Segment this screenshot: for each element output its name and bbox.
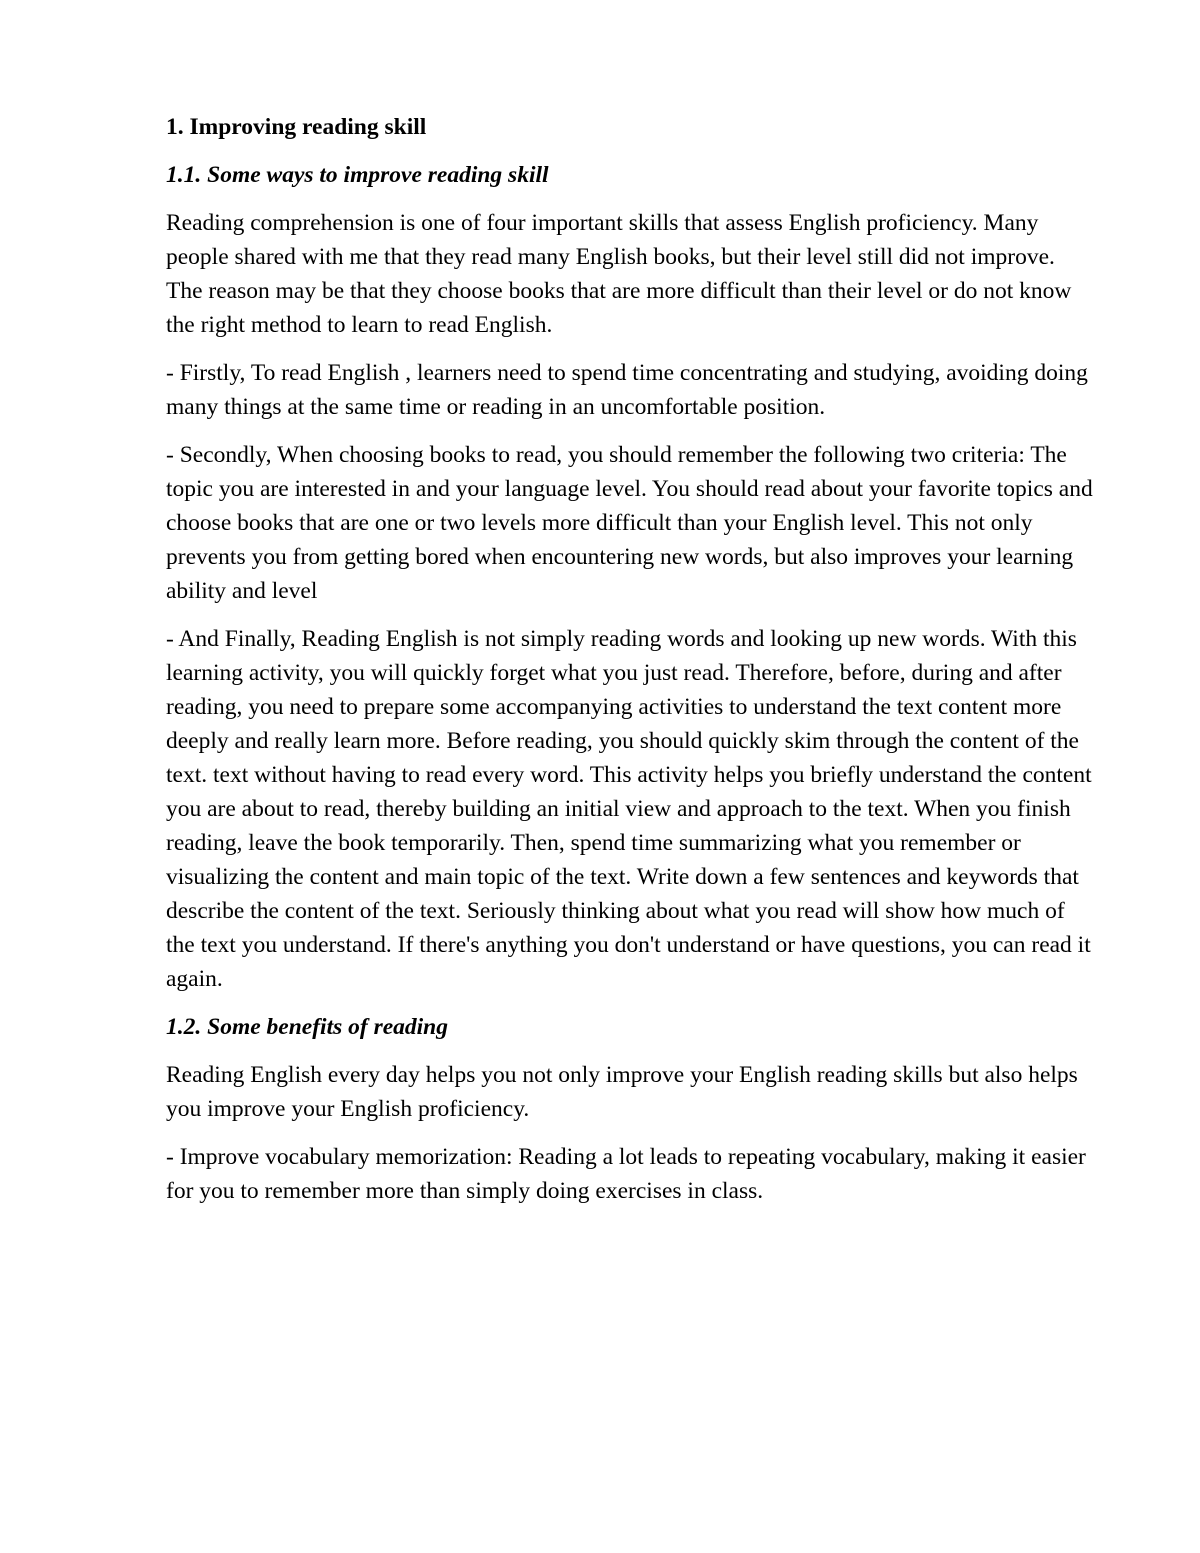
section-1-1-point-2: - Secondly, When choosing books to read, you should remember the following two criteria: The topic you are interested in and your language level. You should read about your favorite topics and choose books that are one or two levels more difficult than your English level. This not only prevents you from getting bored when encountering new words, but also improves your learning ability and level: [166, 442, 1093, 604]
section-1-1-point-1: - Firstly, To read English , learners need to spend time concentrating and studying, avoiding doing many things at the same time or reading in an uncomfortable position.: [166, 360, 1088, 420]
section-1-1-intro: Reading comprehension is one of four important skills that assess English proficiency. Many people shared with me that they read many English books, but their level still did not improve. The reason may be that they choose books that are more difficult than their level or do not know the right method to learn to read English.: [166, 210, 1072, 338]
section-1-1-heading: 1.1. Some ways to improve reading skill: [166, 162, 549, 188]
section-1-1-point-3: - And Finally, Reading English is not simply reading words and looking up new words. With this learning activity, you will quickly forget what you just read. Therefore, before, during and after reading, you need to prepare some accompanying activities to understand the text content more deeply and really learn more. Before reading, you should quickly skim through the content of the text. text without having to read every word. This activity helps you briefly understand the content you are about to read, thereby building an initial view and approach to the text. When you finish reading, leave the book temporarily. Then, spend time summarizing what you remember or visualizing the content and main topic of the text. Write down a few sentences and keywords that describe the content of the text. Seriously thinking about what you read will show how much of the text you understand. If there's anything you don't understand or have questions, you can read it again.: [166, 626, 1092, 992]
section-1-2-point-1: - Improve vocabulary memorization: Reading a lot leads to repeating vocabulary, making it easier for you to remember more than simply doing exercises in class.: [166, 1144, 1086, 1204]
main-heading: 1. Improving reading skill: [166, 114, 427, 140]
section-1-2-intro: Reading English every day helps you not only improve your English reading skills but also helps you improve your English proficiency.: [166, 1062, 1078, 1122]
section-1-2-heading: 1.2. Some benefits of reading: [166, 1014, 448, 1040]
